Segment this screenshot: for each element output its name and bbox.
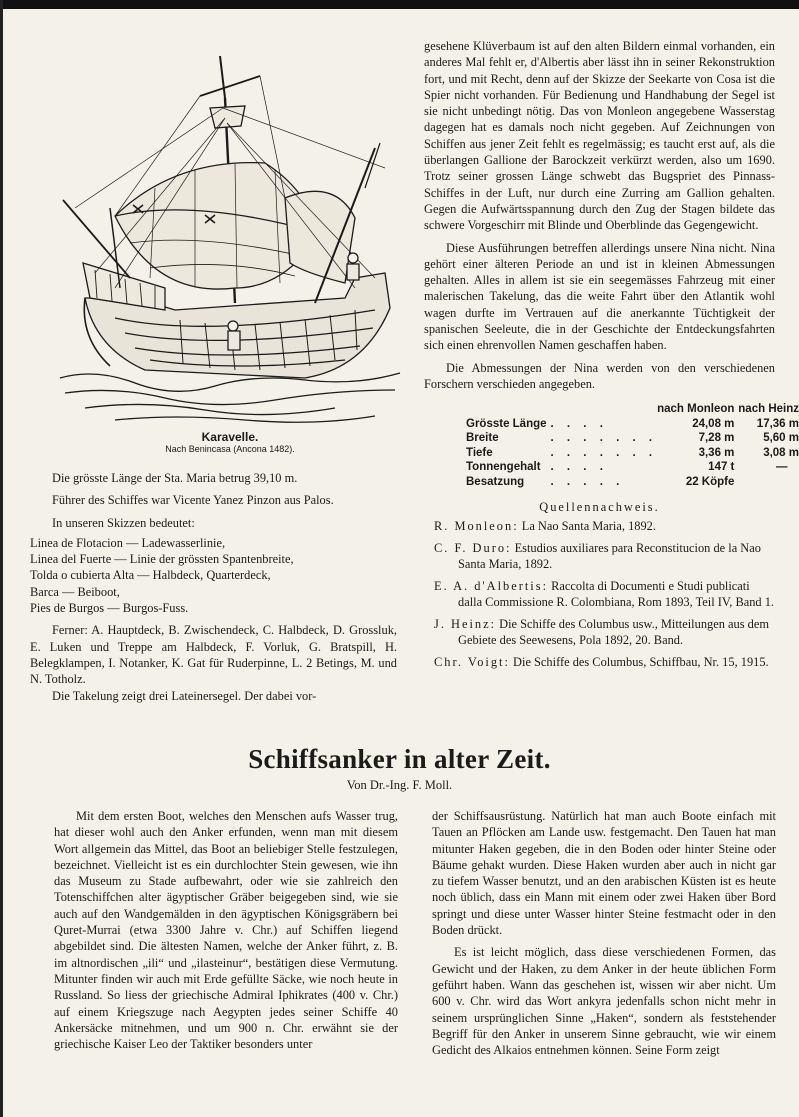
paragraph: Es ist leicht möglich, dass diese verschiedenen Formen, das Gewicht und der Haken, zu dem Anker in der heute üblichen Form geführt haben. Wann das geschehen ist, wissen wir aber nicht. Um 600 v. Chr. wird das Wort ankyra jedenfalls schon nicht mehr in seinem ursprünglichen Sinne „Haken“, sondern als feststehender Begriff für den Anker in unserem Sinne gebraucht, wie wir einem Gedicht des Alkaios entnehmen können. Seine Form zeigt [432,945,776,1058]
dimensions-table [466,402,799,489]
article-left-column [54,808,398,1052]
paragraph: Die Abmessungen der Nina werden von den verschiedenen Forschern verschieden angegeben. [424,360,775,391]
row-label: Breite [466,432,499,444]
glossary-list [30,535,397,616]
page-top-border [0,0,799,9]
source-text: La Nao Santa Maria, 1892. [518,519,656,533]
paragraph: Die Takelung zeigt drei Lateinersegel. Der dabei vor- [52,688,317,703]
source-item [434,616,776,648]
table-row [466,431,799,446]
paragraph: Führer des Schiffes war Vicente Yanez Pinzon aus Palos. [52,493,334,508]
source-author: C. F. Duro: [434,541,512,555]
right-column [424,38,775,392]
leader-dots: . . . . . . . [550,432,658,444]
left-column [30,470,397,704]
header-cell [466,402,547,417]
glossary-item: Barca — Beiboot, [30,584,120,599]
table-row [466,475,799,490]
leader-dots: . . . . [550,461,608,473]
article-author: Von Dr.-Ing. F. Moll. [346,778,453,792]
source-text: Raccolta di Documenti e Studi publicati dalla Commissione R. Colombiana, Rom 1893, Teil IV, Band 1. [458,579,775,609]
table-row [466,417,799,432]
paragraph: Diese Ausführungen betreffen allerdings unsere Nina nicht. Nina gehört einer älteren Periode an und ist in kleinen Abmessungen gehalten. Alles in allem ist sie ein seegemässes Fahrzeug mit einer malerischen Takelung, das die weite Fahrt über den Atlantik wohl wagen durfte im Vertrauen auf die anerkannte Tüchtigkeit der spanischen Seeleute, die in der Geschichte der Entdeckungsfahrten sich einen ehrenvollen Namen geschaffen haben. [424,240,775,353]
leader-dots: . . . . [550,417,608,430]
paragraph: Mit dem ersten Boot, welches den Menschen aufs Wasser trug, hat dieser wohl auch den Anker erfunden, wenn man mit diesem Wort allgemein das Mittel, das Boot an beliebiger Stelle festzulegen, bezeichnet. Vielleicht ist es ein durchlochter Stein gewesen, wie ihn das Museum zu Stade aufbewahrt, oder wie sie zahlreich den Totenschiffchen alter ägyptischer Gräber beigegeben sind, wie sie auch auf den Wandgemälden in den ägyptischen Königsgräbern bei Quret-Murrai (etwa 3300 Jahre v. Chr.) auf Schiffen liegend abgebildet sind. Die ältesten Namen, welche der Anker führt, z. B. im altnordischen „ili“ und „ilasteinur“, bestätigen diese Vermutung. Mitunter finden wir auch mit Erde gefüllte Säcke, wie noch heute in Russland. So liess der griechische Admiral Iphikrates (400 v. Chr.) auf einem Kriegszuge nach Aegypten jedes seiner Schiffe 40 Ankersäcke mitnehmen, und um 900 n. Chr. erwähnt sie der griechische Kaiser Leo der Taktiker besonders unter [54,809,398,1052]
page-left-border [0,0,3,1117]
sources-list [434,518,776,676]
paragraph: Ferner: A. Hauptdeck, B. Zwischendeck, C. Halbdeck, D. Grossluk, E. Luken und Treppe am Halbdeck, F. Vorluk, G. Bratspill, H. Belegklampen, I. Notanker, K. Gat für Ruderpinne, L. 2 Betings, M. und N. Totholz. [30,623,397,687]
value-monleon: 7,28 m [698,432,735,444]
sources-heading: Quellennachweis. [539,500,660,514]
paragraph: gesehene Klüverbaum ist auf den alten Bildern einmal vorhanden, ein anderes Mal fehlt er, d'Albertis aber lässt ihn in seiner Rekonstruktion fort, und mit Recht, denn auf der Skizze der Seekarte von Cosa ist die Spier nicht vorhanden. Für Bedienung und Handhabung der Segel ist sie nicht unbedingt nötig. Das von Monleon angegebene Wasserstag dagegen hat es damals noch nicht gegeben. Auf Zeichnungen von Schiffen aus jener Zeit fehlt es regelmässig; es taucht erst auf, als die überlangen Gallione der Barockzeit verkürzt werden, also um 1690. Trotz seiner grossen Länge schwebt das Bugspriet des Pinnass-Schiffes in der Luft, nur durch eine Zurring am Gallion gehalten. Gegen die Aufwärtsspannung durch den Zug der Stagen bildete das schwere Vorgeschirr mit Blinde und Oberblinde das Gegengewicht. [424,39,775,233]
source-item [434,654,776,670]
glossary-item: Linea de Flotacion — Ladewasserlinie, [30,535,226,550]
source-item [434,578,776,610]
table-row [466,446,799,461]
paragraph: der Schiffsausrüstung. Natürlich hat man auch Boote einfach mit Tauen an Pflöcken am Lande usw. festgemacht. Den Tauen hat man mitunter Haken gegeben, die in den Boden oder hinter Steine oder Bäume gehakt wurden. Diese Haken wurden aber auch in nicht gar zu tiefem Wasser benutzt, und an den arabischen Küsten ist es heute noch üblich, dass ein Mann mit einem oder zwei Haken über Bord springt und diese unter Wasser hinter Steine festmacht oder in den Boden drückt. [432,809,776,938]
value-heinz: 3,08 m [763,446,799,459]
source-author: J. Heinz: [434,617,497,631]
row-label: Tiefe [466,446,493,459]
source-text: Die Schiffe des Columbus usw., Mitteilungen aus dem Gebiete des Seewesens, Pola 1892, 20. Band. [458,617,769,647]
table-row [466,460,799,475]
caravel-illustration [55,48,405,428]
row-label: Besatzung [466,475,525,488]
value-monleon: 147 t [708,461,735,473]
value-heinz: 17,36 m [756,417,799,430]
source-author: E. A. d'Albertis: [434,579,549,593]
glossary-item: Pies de Burgos — Burgos-Fuss. [30,601,189,616]
table-header-row [466,402,799,417]
glossary-item: Linea del Fuerte — Linie der grössten Spantenbreite, [30,552,294,567]
value-monleon: 22 Köpfe [685,475,735,488]
paragraph: In unseren Skizzen bedeutet: [52,515,195,530]
figure-caption-source: Nach Benincasa (Ancona 1482). [165,444,295,454]
row-label: Grösste Länge [466,417,547,430]
leader-dots: . . . . . [550,475,625,488]
source-author: R. Monleon: [434,519,519,533]
value-monleon: 24,08 m [692,417,735,430]
article-right-column [432,808,776,1058]
value-heinz [734,475,799,490]
figure-caption-title: Karavelle. [201,430,259,444]
source-text: Estudios auxiliares para Reconstitucion de la Nao Santa Maria, 1892. [458,541,761,571]
row-label: Tonnengehalt [466,461,541,473]
source-text: Die Schiffe des Columbus, Schiffbau, Nr. 15, 1915. [509,655,769,669]
value-monleon: 3,36 m [698,446,735,459]
value-heinz: 5,60 m [763,432,799,444]
source-item [434,518,776,534]
header-cell: nach Monleon [657,403,735,415]
source-author: Chr. Voigt: [434,655,510,669]
value-heinz: — [775,461,788,473]
paragraph: Die grösste Länge der Sta. Maria betrug 39,10 m. [52,471,298,485]
leader-dots: . . . . . . . [550,446,658,459]
header-cell: nach Heinz [738,403,799,415]
source-item [434,540,776,572]
article-title: Schiffsanker in alter Zeit. [248,744,551,774]
glossary-item: Tolda o cubierta Alta — Halbdeck, Quarterdeck, [30,568,271,583]
